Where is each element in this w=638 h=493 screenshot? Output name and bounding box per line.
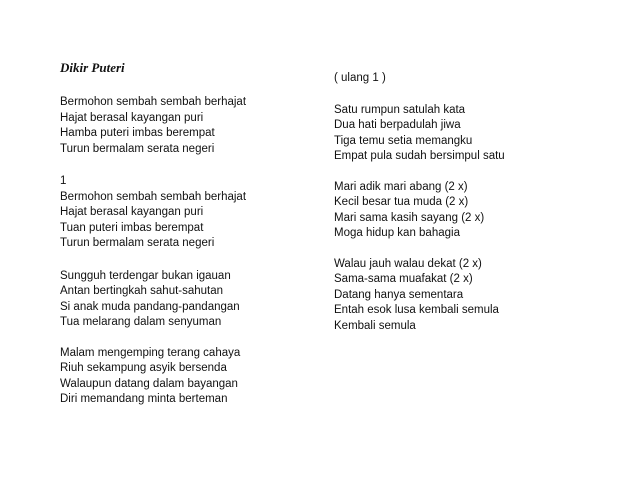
verse-line: Satu rumpun satulah kata <box>334 103 466 116</box>
verse-line: Si anak muda pandang-pandangan <box>60 300 240 313</box>
verse-line: Dua hati berpadulah jiwa <box>334 119 461 131</box>
verse-line: Walaupun datang dalam bayangan <box>60 377 238 390</box>
stanza-5 <box>334 103 594 165</box>
verse-line: Turun bermalam serata negeri <box>60 142 215 155</box>
stanza-4 <box>60 346 320 408</box>
ulang-label: ( ulang 1 ) <box>334 72 386 84</box>
poem-title: Dikir Puteri <box>60 60 125 75</box>
verse-line: Malam mengemping terang cahaya <box>60 346 241 359</box>
verse-line: Tua melarang dalam senyuman <box>60 316 222 328</box>
verse-line: Entah esok lusa kembali semula <box>334 304 499 316</box>
left-column <box>60 95 320 408</box>
verse-line: Bermohon sembah sembah berhajat <box>60 190 247 203</box>
verse-line: Antan bertingkah sahut-sahutan <box>60 285 224 297</box>
verse-line: Tiga temu setia memangku <box>334 134 473 147</box>
verse-line: Turun bermalam serata negeri <box>60 237 215 249</box>
verse-line: Mari sama kasih sayang (2 x) <box>334 211 485 224</box>
verse-line: Empat pula sudah bersimpul satu <box>334 150 505 162</box>
stanza-number: 1 <box>60 175 67 187</box>
verse-line: Moga hidup kan bahagia <box>334 227 460 239</box>
verse-line: Hamba puteri imbas berempat <box>60 127 215 139</box>
verse-line: Tuan puteri imbas berempat <box>60 221 204 234</box>
verse-line: Hajat berasal kayangan puri <box>60 206 204 218</box>
stanza-3 <box>60 269 320 331</box>
verse-line: Diri memandang minta berteman <box>60 393 228 405</box>
verse-line: Bermohon sembah sembah berhajat <box>60 96 247 108</box>
verse-line: Hajat berasal kayangan puri <box>60 111 204 124</box>
stanza-6 <box>334 180 594 242</box>
verse-line: Sungguh terdengar bukan igauan <box>60 269 231 282</box>
stanza-2 <box>60 174 320 252</box>
verse-line: Riuh sekampung asyik bersenda <box>60 362 227 374</box>
verse-line: Sama-sama muafakat (2 x) <box>334 273 473 285</box>
repeat-note <box>334 71 594 87</box>
verse-line: Kecil besar tua muda (2 x) <box>334 196 469 208</box>
verse-line: Mari adik mari abang (2 x) <box>334 180 468 193</box>
stanza-7 <box>334 257 594 335</box>
stanza-1 <box>60 95 320 157</box>
right-column <box>334 71 594 334</box>
verse-line: Walau jauh walau dekat (2 x) <box>334 257 482 270</box>
verse-line: Datang hanya sementara <box>334 288 464 301</box>
verse-line: Kembali semula <box>334 319 416 332</box>
